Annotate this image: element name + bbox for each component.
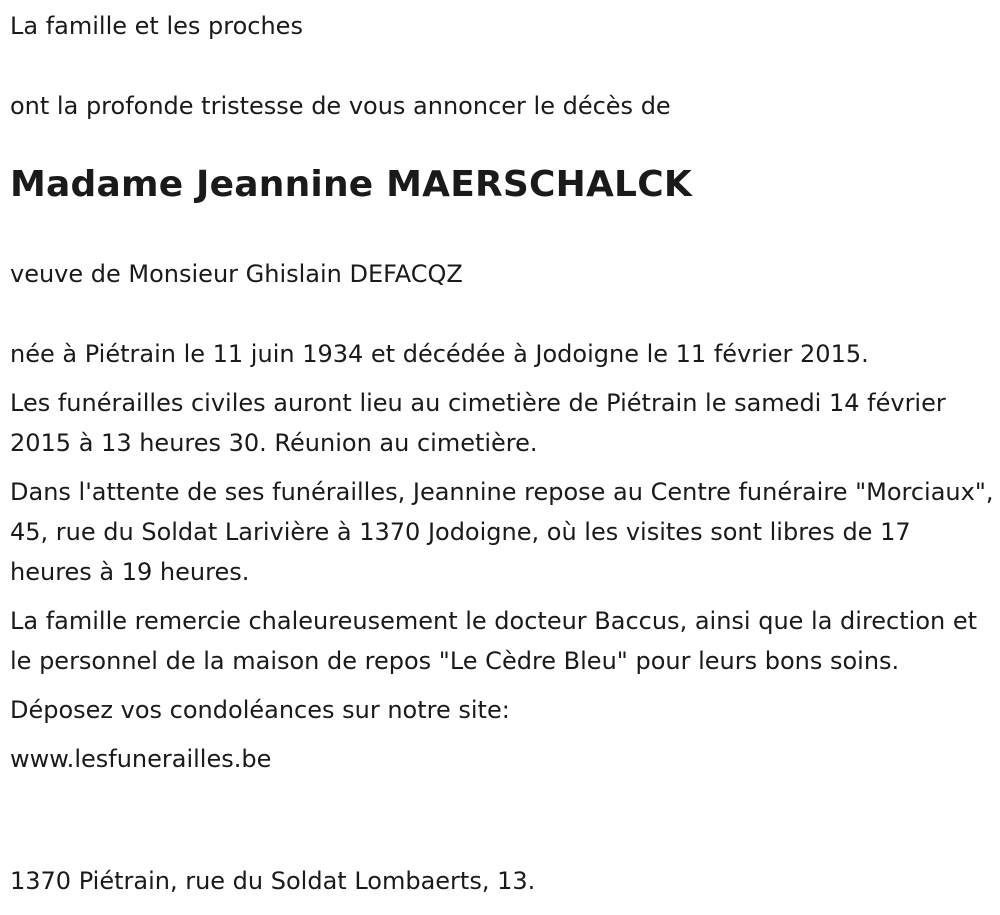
widow-of-text: veuve de Monsieur Ghislain DEFACQZ	[10, 260, 463, 288]
birth-death-text: née à Piétrain le 11 juin 1934 et décédée à Jodoigne le 11 février 2015.	[10, 340, 869, 368]
announcement-text: ont la profonde tristesse de vous annoncer le décès de	[10, 92, 671, 120]
family-address: 1370 Piétrain, rue du Soldat Lombaerts, 13.	[10, 867, 536, 895]
condolences-text: Déposez vos condoléances sur notre site:	[10, 696, 510, 724]
notice-body	[10, 334, 995, 788]
website-text: www.lesfunerailles.be	[10, 745, 272, 773]
rest-text: Dans l'attente de ses funérailles, Jeannine repose au Centre funéraire "Morciaux", 45, rue du Soldat Larivière à 1370 Jodoigne, où les visites sont libres de 17 heures à 19 heures.	[10, 478, 994, 586]
thanks-text: La famille remercie chaleureusement le docteur Baccus, ainsi que la direction et le personnel de la maison de repos "Le Cèdre Bleu" pour leurs bons soins.	[10, 607, 978, 675]
deceased-name: Madame Jeannine MAERSCHALCK	[10, 164, 692, 205]
intro-text: La famille et les proches	[10, 12, 303, 40]
funeral-text: Les funérailles civiles auront lieu au cimetière de Piétrain le samedi 14 février 2015 à 13 heures 30. Réunion au cimetière.	[10, 389, 946, 457]
